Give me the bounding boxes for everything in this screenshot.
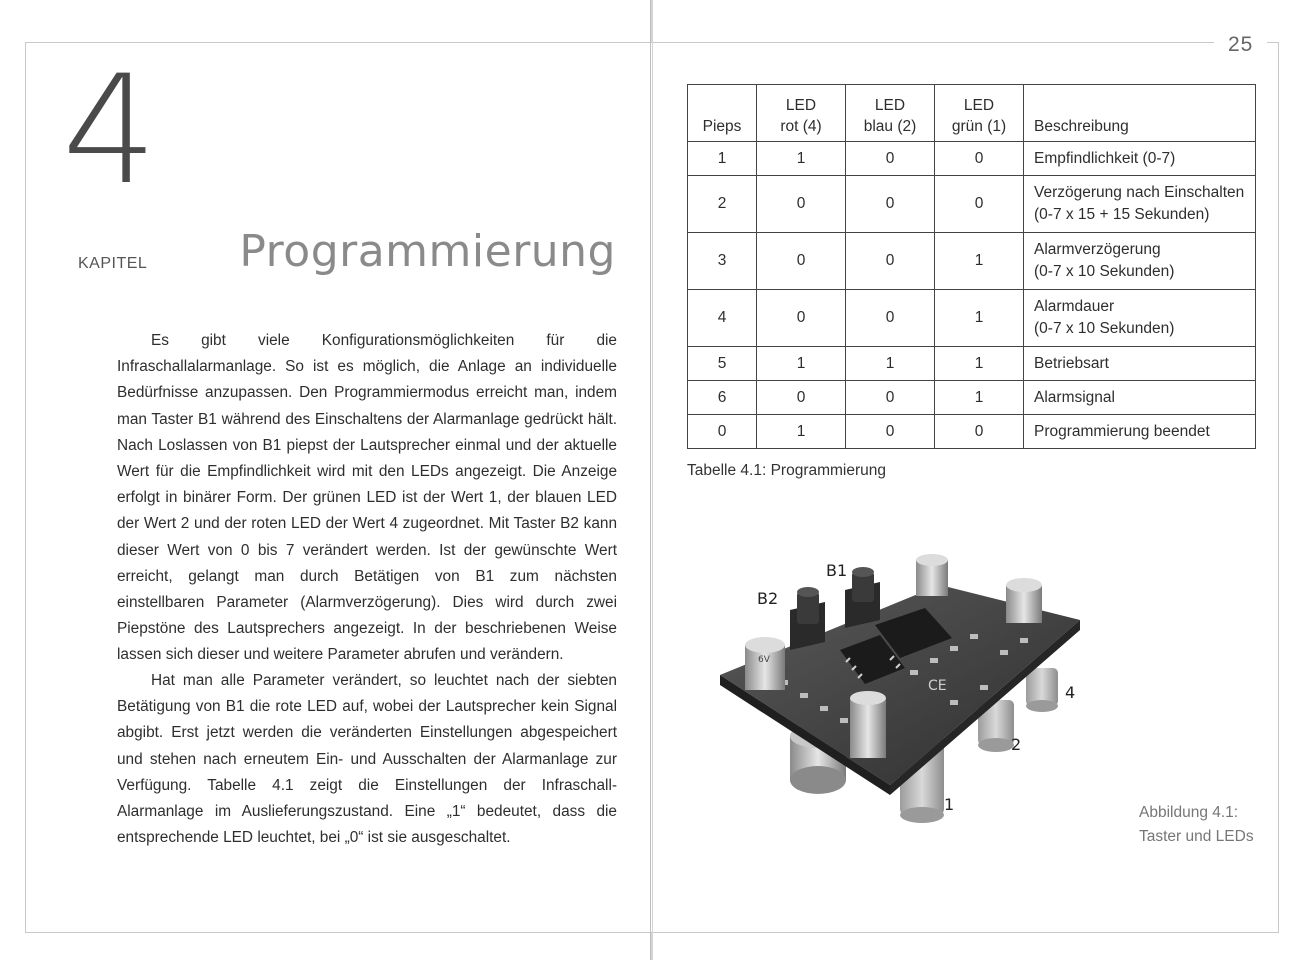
label-led-2: 2	[1011, 735, 1022, 754]
header-led-blue: LED blau (2)	[846, 85, 935, 142]
table-cell: Verzögerung nach Einschalten (0-7 x 15 + 15 Sekunden)	[1024, 176, 1256, 233]
table-cell: 1	[935, 347, 1024, 381]
button-b1	[845, 567, 880, 628]
page-number: 25	[1214, 33, 1267, 57]
header-description: Beschreibung	[1024, 85, 1256, 142]
table-cell: 0	[846, 142, 935, 176]
table-row	[688, 290, 1256, 347]
table-row	[688, 176, 1256, 233]
table-cell: 0	[688, 415, 757, 449]
header-led-green: LED grün (1)	[935, 85, 1024, 142]
paragraph-text: Es gibt viele Konfigurationsmöglichkeiten für die Infraschallalarmanlage. So ist es möglich, die Anlage an individuelle Bedürfnisse anzupassen. Den Programmiermodus erreicht man, indem man Taster B1 während des Einschaltens der Alarmanlage gedrückt hält. Nach Loslassen von B1 piepst der Lautsprecher einmal und der aktuelle Wert für die Empfindlichkeit wird mit den LEDs angezeigt. Die Anzeige erfolgt in binärer Form. Der grünen LED ist der Wert 1, der blauen LED der Wert 2 und der roten LED der Wert 4 zugeordnet. Mit Taster B2 kann dieser Wert von 0 bis 7 verändert werden. Ist der gewünschte Wert erreicht, gelangt man durch Betätigen von B1 zum nächsten einstellbaren Parameter (Alarmverzögerung). Dies wird durch zwei Piepstöne des Lautsprechers angezeigt. In der beschriebenen Weise lassen sich dieser und weitere Parameter abrufen und verändern.	[117, 332, 617, 664]
table-cell: 0	[935, 142, 1024, 176]
table-cell: 0	[846, 290, 935, 347]
capacitor	[850, 691, 886, 758]
figure-caption-line-2: Taster und LEDs	[1139, 828, 1254, 845]
table-cell: 6	[688, 381, 757, 415]
chapter-number: 4	[62, 44, 154, 218]
button-b2	[790, 587, 825, 650]
table-row	[688, 381, 1256, 415]
label-b1: B1	[826, 561, 848, 580]
table-caption: Tabelle 4.1: Programmierung	[687, 462, 887, 479]
table-cell: 1	[688, 142, 757, 176]
table-cell: 1	[935, 290, 1024, 347]
chapter-title: Programmierung	[239, 226, 616, 277]
table-cell: 4	[688, 290, 757, 347]
table-cell: 0	[935, 415, 1024, 449]
body-paragraph-2	[117, 668, 617, 851]
table-row	[688, 415, 1256, 449]
table-cell: 1	[757, 142, 846, 176]
table-cell: Betriebsart	[1024, 347, 1256, 381]
table-cell: 2	[688, 176, 757, 233]
paragraph-text: Hat man alle Parameter verändert, so leuchtet nach der siebten Betätigung von B1 die rote LED auf, wobei der Lautsprecher kein Signal abgibt. Erst jetzt werden die veränderten Einstellungen abgespeichert und stehen nach erneutem Ein- und Ausschalten der Alarmanlage zur Verfügung. Tabelle 4.1 zeigt die Einstellungen der Infraschall-Alarmanlage im Auslieferungszustand. Eine „1“ bedeutet, dass die entsprechende LED leuchtet, bei „0“ ist sie ausgeschaltet.	[117, 672, 617, 847]
table-cell: 0	[846, 233, 935, 290]
table-cell: 5	[688, 347, 757, 381]
programming-table	[687, 84, 1256, 449]
label-led-4: 4	[1065, 683, 1076, 702]
table-cell: 0	[757, 233, 846, 290]
table-cell: 0	[757, 290, 846, 347]
capacitor	[1006, 578, 1042, 623]
table-cell: Empfindlichkeit (0-7)	[1024, 142, 1256, 176]
figure-caption	[1139, 801, 1254, 849]
table-cell: 1	[935, 233, 1024, 290]
table-row	[688, 233, 1256, 290]
label-led-1: 1	[944, 795, 955, 814]
table-cell: 1	[757, 347, 846, 381]
capacitor	[745, 637, 785, 690]
table-cell: Alarmsignal	[1024, 381, 1256, 415]
circuit-board-photo	[700, 550, 1100, 850]
header-led-red: LED rot (4)	[757, 85, 846, 142]
table-cell: 1	[846, 347, 935, 381]
figure-caption-line-1: Abbildung 4.1:	[1139, 804, 1239, 821]
header-pieps: Pieps	[688, 85, 757, 142]
label-b2: B2	[757, 589, 779, 608]
table-row	[688, 347, 1256, 381]
table-cell: Alarmdauer (0-7 x 10 Sekunden)	[1024, 290, 1256, 347]
table-cell: 0	[846, 176, 935, 233]
table-header-row	[688, 85, 1256, 142]
led-4	[1026, 668, 1058, 712]
table-cell: Programmierung beendet	[1024, 415, 1256, 449]
capacitor	[916, 554, 948, 596]
table-cell: 0	[757, 176, 846, 233]
table-row	[688, 142, 1256, 176]
capacitor-label: 6V	[758, 655, 770, 665]
chapter-label: KAPITEL	[78, 255, 148, 272]
table-cell: 0	[846, 415, 935, 449]
table-cell: Alarmverzögerung (0-7 x 10 Sekunden)	[1024, 233, 1256, 290]
table-cell: 1	[757, 415, 846, 449]
ce-mark: CE	[928, 678, 947, 694]
table-cell: 3	[688, 233, 757, 290]
table-cell: 1	[935, 381, 1024, 415]
body-paragraph-1	[117, 328, 617, 669]
table-cell: 0	[846, 381, 935, 415]
table-cell: 0	[757, 381, 846, 415]
table-cell: 0	[935, 176, 1024, 233]
book-spine	[650, 0, 651, 960]
